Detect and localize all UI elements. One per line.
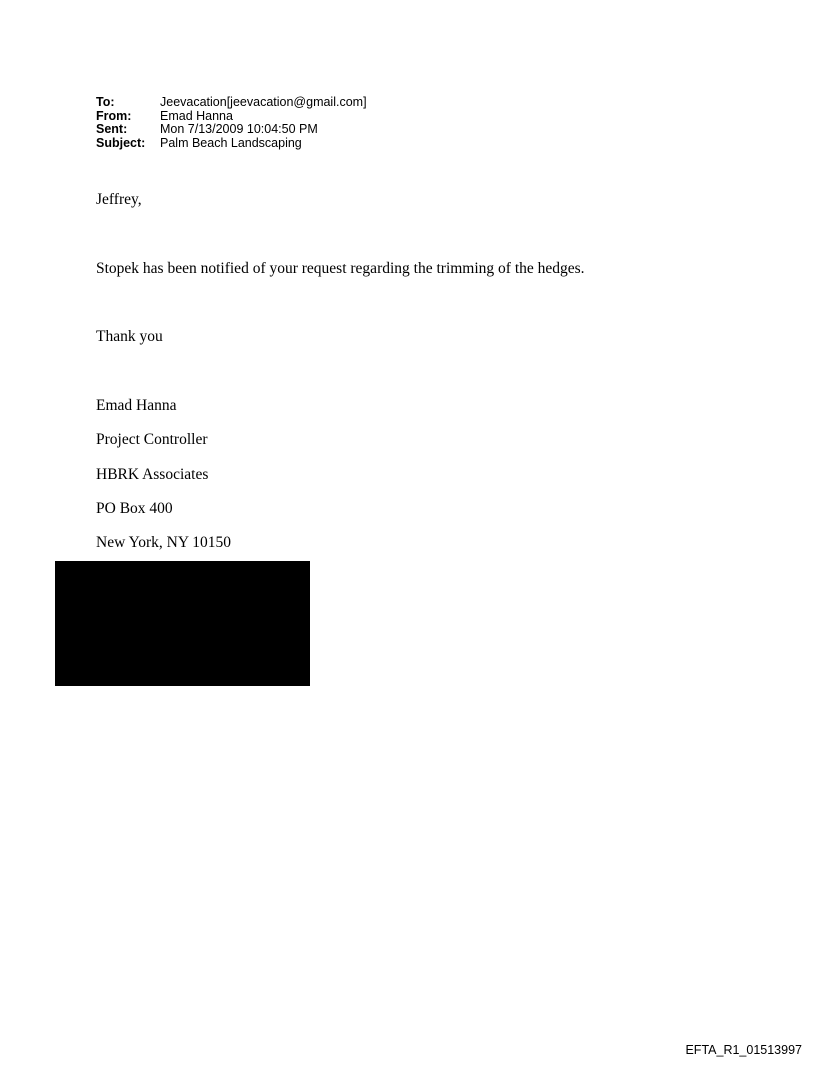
from-value: Emad Hanna (160, 108, 233, 123)
greeting: Jeffrey, (96, 191, 142, 208)
signature-address-line1: PO Box 400 (96, 500, 173, 517)
email-header (96, 96, 367, 150)
subject-value: Palm Beach Landscaping (160, 135, 302, 150)
from-label: From: (96, 108, 132, 123)
to-label: To: (96, 95, 115, 109)
bates-number: EFTA_R1_01513997 (685, 1043, 802, 1057)
signature-title: Project Controller (96, 431, 208, 448)
message-body: Stopek has been notified of your request regarding the trimming of the hedges. (96, 260, 585, 277)
sent-row (96, 123, 367, 137)
closing: Thank you (96, 328, 163, 345)
subject-label: Subject: (96, 135, 146, 150)
signature-address-line2: New York, NY 10150 (96, 534, 232, 551)
signature-name: Emad Hanna (96, 397, 177, 414)
to-row (96, 96, 367, 110)
redaction-box (55, 561, 310, 686)
to-value: Jeevacation[jeevacation@gmail.com] (160, 95, 367, 109)
sent-value: Mon 7/13/2009 10:04:50 PM (160, 122, 318, 137)
sent-label: Sent: (96, 122, 128, 137)
subject-row (96, 137, 367, 151)
signature-company: HBRK Associates (96, 466, 209, 483)
from-row (96, 110, 367, 124)
